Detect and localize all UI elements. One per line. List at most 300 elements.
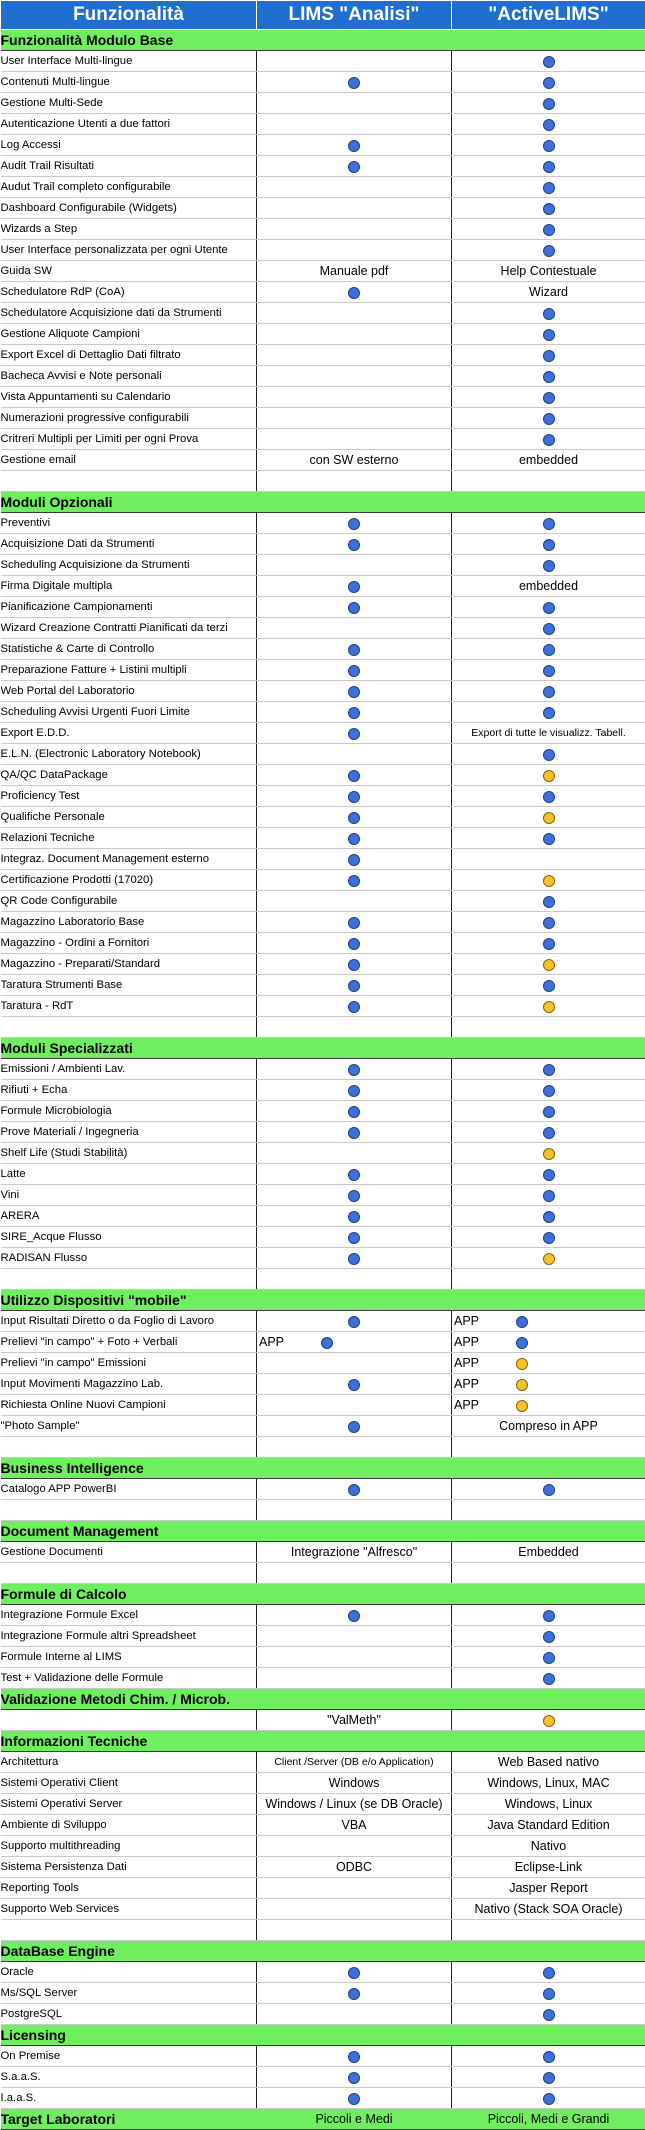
cell-lims-analisi — [257, 1185, 452, 1206]
section-value: Piccoli e Medi — [315, 2112, 392, 2126]
check-dot-icon — [348, 854, 360, 866]
check-dot-icon — [543, 2009, 555, 2021]
check-dot-icon — [543, 1610, 555, 1622]
cell-text: con SW esterno — [310, 453, 399, 467]
feature-label: Relazioni Tecniche — [1, 828, 257, 849]
check-dot-icon — [543, 2072, 555, 2084]
cell-activelims — [452, 786, 645, 807]
section-cell-lims-analisi — [257, 1731, 452, 1752]
section-cell-lims-analisi — [257, 2025, 452, 2046]
table-row — [1, 177, 645, 198]
check-dot-icon — [348, 875, 360, 887]
feature-label: I.a.a.S. — [1, 2088, 257, 2109]
feature-label — [1, 1710, 257, 1731]
section-cell-activelims — [452, 30, 645, 51]
feature-label: Gestione Aliquote Campioni — [1, 324, 257, 345]
spacer-cell — [1, 1500, 257, 1521]
cell-lims-analisi — [257, 1332, 452, 1353]
feature-label: QR Code Configurabile — [1, 891, 257, 912]
spacer-cell — [452, 1017, 645, 1038]
check-dot-icon — [348, 1169, 360, 1181]
table-row — [1, 2046, 645, 2067]
cell-lims-analisi — [257, 1395, 452, 1416]
table-row — [1, 1626, 645, 1647]
check-dot-icon — [543, 350, 555, 362]
section-cell-lims-analisi — [257, 1584, 452, 1605]
section-cell-lims-analisi — [257, 1689, 452, 1710]
table-row — [1, 765, 645, 786]
cell-text: ODBC — [336, 1860, 372, 1874]
table-row — [1, 1311, 645, 1332]
feature-label: Ambiente di Sviluppo — [1, 1815, 257, 1836]
spacer-cell — [452, 471, 645, 492]
cell-lims-analisi — [257, 996, 452, 1017]
feature-label: Audit Trail Risultati — [1, 156, 257, 177]
feature-label: Audut Trail completo configurabile — [1, 177, 257, 198]
feature-label: QA/QC DataPackage — [1, 765, 257, 786]
section-header — [1, 1521, 645, 1542]
partial-dot-icon — [516, 1400, 528, 1412]
cell-activelims — [452, 1857, 645, 1878]
check-dot-icon — [543, 1190, 555, 1202]
section-title: Moduli Specializzati — [1, 1038, 257, 1059]
table-row — [1, 1248, 645, 1269]
feature-label: Input Risultati Diretto o da Foglio di Lavoro — [1, 1311, 257, 1332]
spacer-cell — [1, 1563, 257, 1584]
check-dot-icon — [543, 308, 555, 320]
check-dot-icon — [543, 77, 555, 89]
cell-activelims — [452, 114, 645, 135]
check-dot-icon — [348, 1001, 360, 1013]
cell-activelims — [452, 93, 645, 114]
cell-lims-analisi — [257, 450, 452, 471]
feature-label: Critreri Multipli per Limiti per ogni Prova — [1, 429, 257, 450]
check-dot-icon — [348, 1988, 360, 2000]
cell-lims-analisi — [257, 1206, 452, 1227]
table-row — [1, 240, 645, 261]
feature-label: Shelf Life (Studi Stabilità) — [1, 1143, 257, 1164]
cell-lims-analisi — [257, 135, 452, 156]
partial-dot-icon — [543, 1253, 555, 1265]
cell-activelims — [452, 1227, 645, 1248]
check-dot-icon — [543, 1988, 555, 2000]
check-dot-icon — [543, 1673, 555, 1685]
section-header — [1, 30, 645, 51]
table-row — [1, 828, 645, 849]
check-dot-icon — [543, 1484, 555, 1496]
feature-label: Integrazione Formule altri Spreadsheet — [1, 1626, 257, 1647]
cell-activelims — [452, 156, 645, 177]
spacer-cell — [257, 471, 452, 492]
cell-text: Windows / Linux (se DB Oracle) — [265, 1797, 442, 1811]
section-cell-activelims — [452, 1689, 645, 1710]
section-value: Piccoli, Medi e Grandi — [488, 2112, 610, 2126]
feature-label: Firma Digitale multipla — [1, 576, 257, 597]
cell-lims-analisi — [257, 1836, 452, 1857]
spacer-row — [1, 471, 645, 492]
feature-label: Proficiency Test — [1, 786, 257, 807]
table-row — [1, 849, 645, 870]
cell-activelims — [452, 1374, 645, 1395]
section-title: Document Management — [1, 1521, 257, 1542]
check-dot-icon — [543, 2051, 555, 2063]
section-cell-lims-analisi — [257, 1941, 452, 1962]
cell-activelims — [452, 2088, 645, 2109]
cell-lims-analisi — [257, 576, 452, 597]
check-dot-icon — [348, 1421, 360, 1433]
cell-activelims — [452, 1353, 645, 1374]
spacer-cell — [257, 1017, 452, 1038]
check-dot-icon — [348, 1379, 360, 1391]
section-header — [1, 1038, 645, 1059]
table-row — [1, 2067, 645, 2088]
feature-label: Log Accessi — [1, 135, 257, 156]
cell-activelims — [452, 996, 645, 1017]
cell-lims-analisi — [257, 261, 452, 282]
check-dot-icon — [543, 1967, 555, 1979]
cell-activelims — [452, 387, 645, 408]
table-row — [1, 1962, 645, 1983]
cell-lims-analisi — [257, 1899, 452, 1920]
table-row — [1, 1752, 645, 1773]
table-row — [1, 975, 645, 996]
cell-lims-analisi — [257, 1416, 452, 1437]
check-dot-icon — [348, 2051, 360, 2063]
cell-lims-analisi — [257, 2088, 452, 2109]
feature-label: Preventivi — [1, 513, 257, 534]
cell-text: Embedded — [518, 1545, 578, 1559]
section-cell-lims-analisi — [257, 30, 452, 51]
check-dot-icon — [348, 686, 360, 698]
table-row — [1, 1836, 645, 1857]
cell-activelims — [452, 282, 645, 303]
section-title: Target Laboratori — [1, 2109, 257, 2130]
section-title: DataBase Engine — [1, 1941, 257, 1962]
cell-activelims — [452, 1647, 645, 1668]
table-row — [1, 198, 645, 219]
section-cell-activelims — [452, 1584, 645, 1605]
partial-dot-icon — [516, 1358, 528, 1370]
section-cell-lims-analisi — [257, 1038, 452, 1059]
table-row — [1, 114, 645, 135]
table-row — [1, 1206, 645, 1227]
check-dot-icon — [348, 707, 360, 719]
table-row — [1, 912, 645, 933]
feature-label: Supporto Web Services — [1, 1899, 257, 1920]
cell-activelims — [452, 1794, 645, 1815]
check-dot-icon — [543, 539, 555, 551]
cell-text: embedded — [519, 579, 578, 593]
table-row — [1, 534, 645, 555]
partial-dot-icon — [543, 812, 555, 824]
partial-dot-icon — [543, 1715, 555, 1727]
check-dot-icon — [543, 1106, 555, 1118]
cell-lims-analisi — [257, 870, 452, 891]
feature-label: Vini — [1, 1185, 257, 1206]
feature-label: User Interface Multi-lingue — [1, 51, 257, 72]
table-row — [1, 1815, 645, 1836]
cell-lims-analisi — [257, 681, 452, 702]
table-row — [1, 345, 645, 366]
cell-lims-analisi — [257, 1311, 452, 1332]
table-row — [1, 618, 645, 639]
table-row — [1, 72, 645, 93]
cell-text: Eclipse-Link — [515, 1860, 582, 1874]
section-cell-lims-analisi — [257, 1290, 452, 1311]
cell-lims-analisi — [257, 1122, 452, 1143]
check-dot-icon — [348, 917, 360, 929]
cell-activelims — [452, 366, 645, 387]
cell-activelims — [452, 933, 645, 954]
cell-activelims — [452, 450, 645, 471]
check-dot-icon — [516, 1337, 528, 1349]
check-dot-icon — [348, 1106, 360, 1118]
cell-activelims — [452, 597, 645, 618]
section-header — [1, 2025, 645, 2046]
feature-label: Latte — [1, 1164, 257, 1185]
check-dot-icon — [348, 602, 360, 614]
table-row — [1, 2088, 645, 2109]
table-row — [1, 387, 645, 408]
cell-lims-analisi — [257, 324, 452, 345]
cell-lims-analisi — [257, 1983, 452, 2004]
cell-activelims — [452, 660, 645, 681]
cell-activelims — [452, 303, 645, 324]
table-row — [1, 933, 645, 954]
check-dot-icon — [543, 245, 555, 257]
check-dot-icon — [348, 1127, 360, 1139]
cell-activelims — [452, 1080, 645, 1101]
section-cell-activelims — [452, 2025, 645, 2046]
cell-text: Compreso in APP — [499, 1419, 598, 1433]
app-label: APP — [452, 1398, 516, 1412]
cell-lims-analisi — [257, 1542, 452, 1563]
table-row — [1, 702, 645, 723]
check-dot-icon — [348, 161, 360, 173]
check-dot-icon — [543, 2093, 555, 2105]
check-dot-icon — [543, 980, 555, 992]
cell-lims-analisi — [257, 912, 452, 933]
table-row — [1, 1899, 645, 1920]
check-dot-icon — [543, 392, 555, 404]
check-dot-icon — [543, 665, 555, 677]
check-dot-icon — [348, 287, 360, 299]
check-dot-icon — [348, 518, 360, 530]
header-activelims: "ActiveLIMS" — [452, 1, 645, 30]
cell-lims-analisi — [257, 303, 452, 324]
table-body — [1, 30, 645, 2130]
app-label: APP — [452, 1314, 516, 1328]
feature-label: Taratura - RdT — [1, 996, 257, 1017]
cell-lims-analisi — [257, 198, 452, 219]
cell-activelims — [452, 1983, 645, 2004]
check-dot-icon — [543, 560, 555, 572]
table-row — [1, 1878, 645, 1899]
check-dot-icon — [348, 644, 360, 656]
cell-text: Export di tutte le visualizz. Tabell. — [471, 727, 625, 739]
section-header — [1, 1941, 645, 1962]
check-dot-icon — [348, 1484, 360, 1496]
cell-lims-analisi — [257, 2046, 452, 2067]
cell-lims-analisi — [257, 1647, 452, 1668]
cell-lims-analisi — [257, 1815, 452, 1836]
cell-lims-analisi — [257, 2004, 452, 2025]
check-dot-icon — [348, 770, 360, 782]
section-title: Moduli Opzionali — [1, 492, 257, 513]
cell-lims-analisi — [257, 1626, 452, 1647]
section-header — [1, 1458, 645, 1479]
cell-activelims — [452, 345, 645, 366]
cell-text: Web Based nativo — [498, 1755, 599, 1769]
cell-lims-analisi — [257, 1143, 452, 1164]
cell-lims-analisi — [257, 807, 452, 828]
cell-activelims — [452, 1899, 645, 1920]
cell-activelims — [452, 1311, 645, 1332]
table-row — [1, 93, 645, 114]
cell-text: Jasper Report — [509, 1881, 588, 1895]
table-row — [1, 1773, 645, 1794]
cell-text: embedded — [519, 453, 578, 467]
feature-label: Scheduling Acquisizione da Strumenti — [1, 555, 257, 576]
cell-lims-analisi — [257, 786, 452, 807]
cell-lims-analisi — [257, 2067, 452, 2088]
check-dot-icon — [543, 602, 555, 614]
feature-label: SIRE_Acque Flusso — [1, 1227, 257, 1248]
app-label: APP — [452, 1335, 516, 1349]
cell-activelims — [452, 1164, 645, 1185]
cell-activelims — [452, 1878, 645, 1899]
feature-label: Numerazioni progressive configurabili — [1, 408, 257, 429]
section-title: Funzionalità Modulo Base — [1, 30, 257, 51]
cell-activelims — [452, 702, 645, 723]
cell-text: Windows — [329, 1776, 380, 1790]
table-row — [1, 681, 645, 702]
section-cell-activelims — [452, 492, 645, 513]
feature-label: Schedulatore Acquisizione dati da Strumenti — [1, 303, 257, 324]
check-dot-icon — [348, 1064, 360, 1076]
cell-activelims — [452, 1668, 645, 1689]
section-title: Informazioni Tecniche — [1, 1731, 257, 1752]
cell-text: Nativo (Stack SOA Oracle) — [475, 1902, 623, 1916]
feature-label: Formule Interne al LIMS — [1, 1647, 257, 1668]
spacer-row — [1, 1437, 645, 1458]
feature-label: Preparazione Fatture + Listini multipli — [1, 660, 257, 681]
check-dot-icon — [348, 140, 360, 152]
cell-text: Wizard — [529, 285, 568, 299]
cell-lims-analisi — [257, 1752, 452, 1773]
spacer-cell — [452, 1500, 645, 1521]
spacer-cell — [257, 1437, 452, 1458]
table-row — [1, 1059, 645, 1080]
table-row — [1, 555, 645, 576]
check-dot-icon — [348, 959, 360, 971]
table-row — [1, 1122, 645, 1143]
table-row — [1, 1647, 645, 1668]
section-header — [1, 1290, 645, 1311]
spacer-row — [1, 1269, 645, 1290]
cell-lims-analisi — [257, 1479, 452, 1500]
cell-lims-analisi — [257, 1878, 452, 1899]
cell-lims-analisi — [257, 1227, 452, 1248]
table-row — [1, 1227, 645, 1248]
check-dot-icon — [543, 1631, 555, 1643]
check-dot-icon — [543, 182, 555, 194]
cell-lims-analisi — [257, 891, 452, 912]
section-title: Licensing — [1, 2025, 257, 2046]
cell-lims-analisi — [257, 1353, 452, 1374]
table-row — [1, 1164, 645, 1185]
table-row — [1, 1395, 645, 1416]
table-row — [1, 156, 645, 177]
cell-text: VBA — [341, 1818, 366, 1832]
table-row — [1, 429, 645, 450]
section-title: Formule di Calcolo — [1, 1584, 257, 1605]
cell-lims-analisi — [257, 1080, 452, 1101]
spacer-row — [1, 1920, 645, 1941]
cell-activelims — [452, 891, 645, 912]
section-header — [1, 492, 645, 513]
section-title: Utilizzo Dispositivi "mobile" — [1, 1290, 257, 1311]
section-cell-lims-analisi — [257, 492, 452, 513]
cell-activelims — [452, 1416, 645, 1437]
feature-label: Oracle — [1, 1962, 257, 1983]
check-dot-icon — [543, 1085, 555, 1097]
feature-label: Rifiuti + Echa — [1, 1080, 257, 1101]
table-row — [1, 807, 645, 828]
feature-label: E.L.N. (Electronic Laboratory Notebook) — [1, 744, 257, 765]
cell-activelims — [452, 828, 645, 849]
check-dot-icon — [348, 938, 360, 950]
table-row — [1, 1080, 645, 1101]
check-dot-icon — [543, 644, 555, 656]
check-dot-icon — [543, 98, 555, 110]
feature-label: Magazzino Laboratorio Base — [1, 912, 257, 933]
cell-activelims — [452, 975, 645, 996]
feature-label: Test + Validazione delle Formule — [1, 1668, 257, 1689]
cell-activelims — [452, 219, 645, 240]
feature-label: Web Portal del Laboratorio — [1, 681, 257, 702]
app-label: APP — [452, 1356, 516, 1370]
feature-label: Integraz. Document Management esterno — [1, 849, 257, 870]
cell-activelims — [452, 2046, 645, 2067]
table-row — [1, 1416, 645, 1437]
feature-label: Ms/SQL Server — [1, 1983, 257, 2004]
feature-label: Input Movimenti Magazzino Lab. — [1, 1374, 257, 1395]
feature-label: Architettura — [1, 1752, 257, 1773]
table-row — [1, 597, 645, 618]
cell-lims-analisi — [257, 1710, 452, 1731]
cell-activelims — [452, 744, 645, 765]
feature-label: Contenuti Multi-lingue — [1, 72, 257, 93]
section-header — [1, 2109, 645, 2130]
check-dot-icon — [543, 413, 555, 425]
feature-label: RADISAN Flusso — [1, 1248, 257, 1269]
cell-lims-analisi — [257, 1962, 452, 1983]
cell-activelims — [452, 2067, 645, 2088]
table-row — [1, 1710, 645, 1731]
feature-label: Scheduling Avvisi Urgenti Fuori Limite — [1, 702, 257, 723]
check-dot-icon — [543, 1169, 555, 1181]
table-row — [1, 1332, 645, 1353]
feature-label: Wizard Creazione Contratti Pianificati da terzi — [1, 618, 257, 639]
table-row — [1, 891, 645, 912]
table-row — [1, 282, 645, 303]
cell-text: "ValMeth" — [327, 1713, 381, 1727]
check-dot-icon — [543, 161, 555, 173]
check-dot-icon — [543, 623, 555, 635]
cell-activelims — [452, 1626, 645, 1647]
table-row — [1, 303, 645, 324]
